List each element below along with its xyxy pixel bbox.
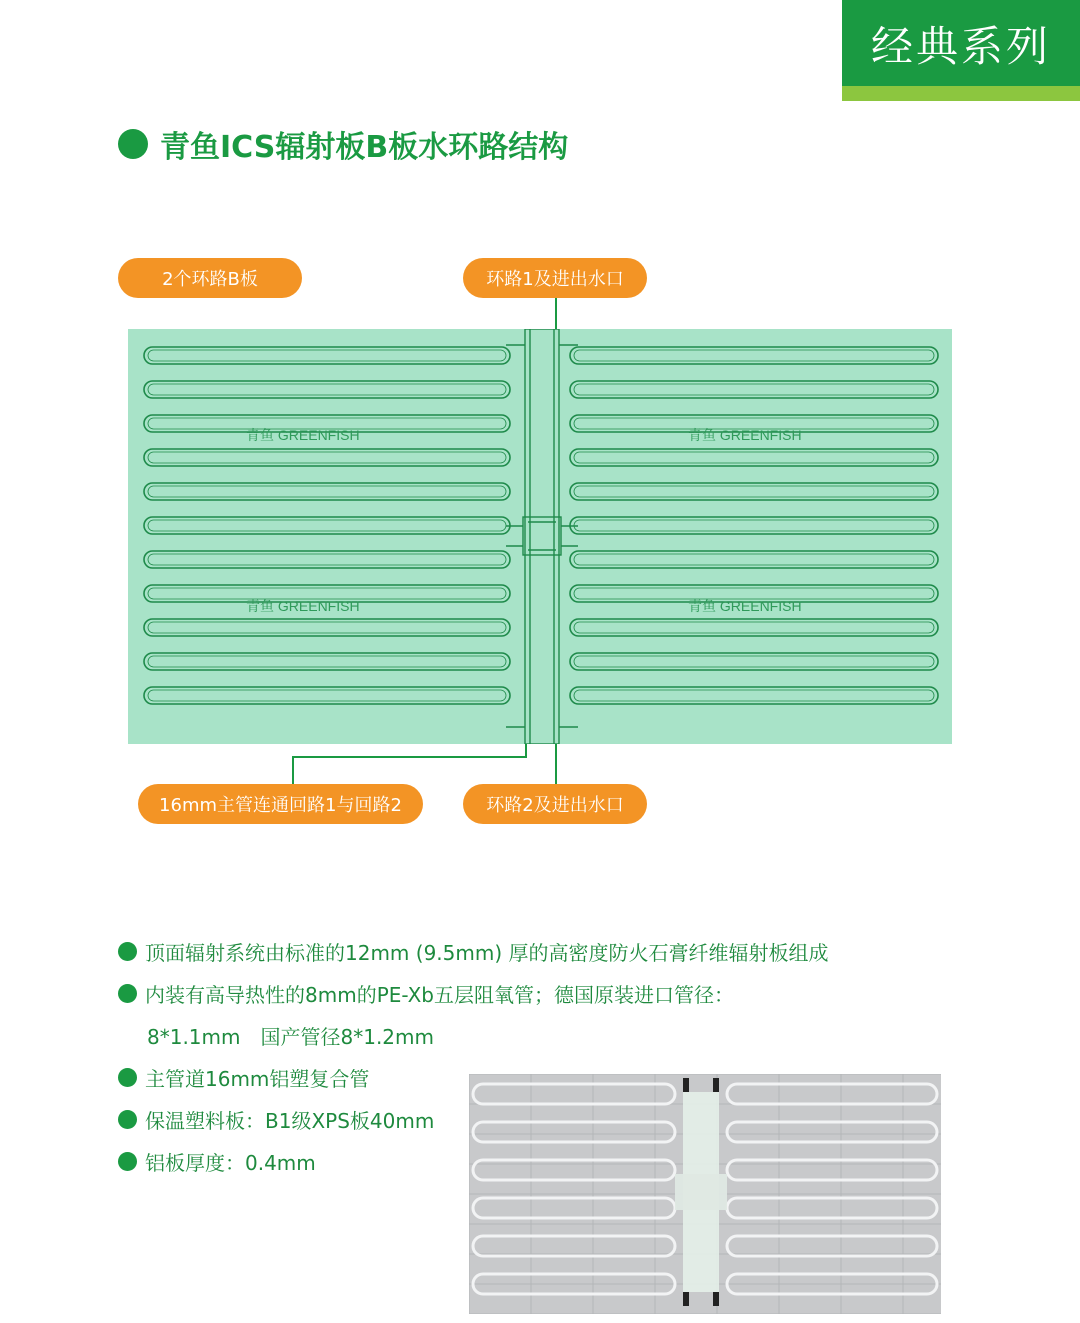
connector-loop1 <box>555 298 557 331</box>
bullet-icon <box>118 1068 137 1087</box>
callout-main-pipe: 16mm主管连通回路1与回路2 <box>138 784 423 824</box>
feature-text: 主管道16mm铝塑复合管 <box>145 1066 370 1091</box>
callout-two-loops: 2个环路B板 <box>118 258 302 298</box>
logo-text-2: 青鱼 GREENFISH <box>688 427 802 443</box>
series-tab <box>842 0 1080 101</box>
bullet-icon <box>118 1110 137 1129</box>
feature-text: 铝板厚度：0.4mm <box>145 1150 316 1175</box>
section-title-text: 青鱼ICS辐射板B板水环路结构 <box>160 130 569 165</box>
bullet-icon <box>118 1152 137 1171</box>
feature-text: 保温塑料板：B1级XPS板40mm <box>145 1108 435 1133</box>
series-label: 经典系列 <box>870 22 1051 71</box>
board-diagram <box>128 329 952 744</box>
series-stripe <box>842 86 1080 101</box>
feature-item <box>118 930 829 972</box>
callout-loop1-inlet: 环路1及进出水口 <box>463 258 647 298</box>
feature-text: 8*1.1mm 国产管径8*1.2mm <box>147 1024 434 1049</box>
bullet-icon <box>118 984 137 1003</box>
callout-loop2-inlet: 环路2及进出水口 <box>463 784 647 824</box>
bullet-icon <box>118 942 137 961</box>
section-title <box>118 122 568 166</box>
logo-text-4: 青鱼 GREENFISH <box>688 598 802 614</box>
title-bullet-icon <box>118 129 148 159</box>
feature-text: 顶面辐射系统由标准的12mm (9.5mm) 厚的高密度防火石膏纤维辐射板组成 <box>145 940 829 965</box>
product-photo <box>469 1074 941 1314</box>
feature-item-continuation <box>118 1014 829 1056</box>
connector-main-pipe-h <box>292 756 527 758</box>
logo-text-1: 青鱼 GREENFISH <box>246 427 360 443</box>
connector-main-pipe-drop <box>292 756 294 784</box>
logo-text-3: 青鱼 GREENFISH <box>246 598 360 614</box>
feature-item <box>118 972 829 1014</box>
connector-loop2 <box>555 742 557 784</box>
feature-text: 内装有高导热性的8mm的PE-Xb五层阻氧管；德国原装进口管径： <box>145 982 735 1007</box>
